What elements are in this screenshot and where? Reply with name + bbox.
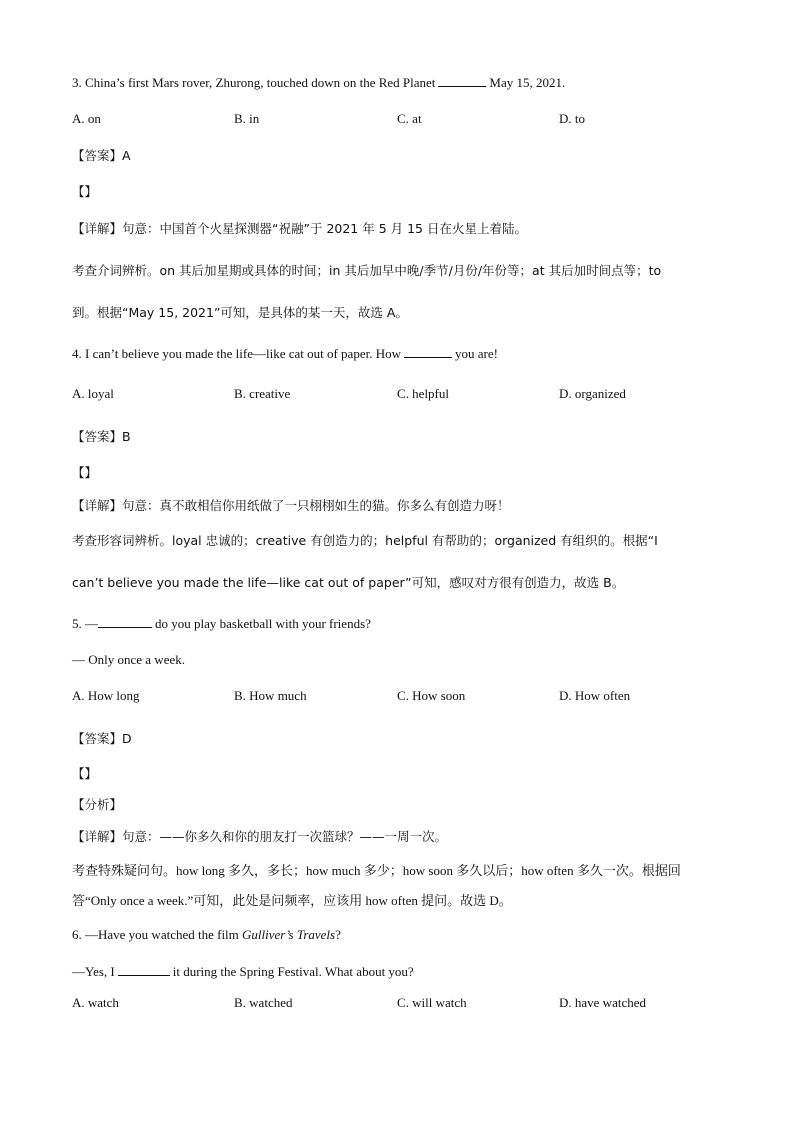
q6-option-a: A. watch (72, 995, 119, 1010)
q5-stem (72, 615, 371, 632)
q4-analysis-line-2: can’t believe you made the life—like cat out of paper”可知，感叹对方很有创造力，故选 B。 (72, 575, 625, 590)
q3-stem-tail: May 15, 2021. (489, 75, 566, 90)
q6-option-d: D. have watched (559, 995, 646, 1010)
q6-stem-tail: ? (335, 927, 341, 942)
q5-option-a: A. How long (72, 688, 140, 703)
q5-bracket: 【】 (72, 766, 98, 781)
q5-answer-tag: 【答案】 (72, 731, 123, 746)
q6-option-b: B. watched (234, 995, 293, 1010)
q4-stem (72, 345, 498, 362)
q4-option-a: A. loyal (72, 386, 114, 401)
q3-option-c: C. at (397, 111, 422, 126)
q5-option-b: B. How much (234, 688, 307, 703)
q5-detail (72, 827, 447, 845)
q6-blank (118, 963, 170, 976)
q3-analysis-line-1: 考查介词辨析。on 其后加星期或具体的时间；in 其后加早中晚/季节/月份/年份等；at 其后加时间点等；to (72, 263, 662, 278)
q4-bracket: 【】 (72, 465, 98, 480)
q4-stem-text: 4. I can’t believe you made the life—like cat out of paper. How (72, 346, 401, 361)
q5-analysis-tag: 【分析】 (72, 797, 123, 812)
q3-answer-value: A (122, 148, 131, 163)
q4-detail-text: 句意：真不敢相信你用纸做了一只栩栩如生的猫。你多么有创造力呀！ (122, 498, 510, 513)
q6-option-c: C. will watch (397, 995, 467, 1010)
q6-reply-text: —Yes, I (72, 964, 115, 979)
q4-option-d: D. organized (559, 386, 626, 401)
q3-stem (72, 74, 565, 91)
q5-answer (72, 729, 132, 747)
q5-analysis-line-2: 答“Only once a week.”可知，此处是问频率，应该用 how often 提问。故选 D。 (72, 893, 512, 908)
q5-stem-text: 5. — (72, 616, 98, 631)
q4-answer-tag: 【答案】 (72, 429, 123, 444)
q6-stem-text: 6. —Have you watched the film (72, 927, 239, 942)
q3-answer (72, 146, 131, 164)
q3-detail-tag: 【详解】 (72, 221, 123, 236)
q5-option-c: C. How soon (397, 688, 466, 703)
q4-option-c: C. helpful (397, 386, 449, 401)
q3-option-d: D. to (559, 111, 585, 126)
q5-detail-text: 句意：——你多久和你的朋友打一次篮球？——一周一次。 (122, 829, 448, 844)
q5-blank (98, 615, 152, 628)
q3-option-a: A. on (72, 111, 101, 126)
q5-analysis-line-1: 考查特殊疑问句。how long 多久，多长；how much 多少；how soon 多久以后；how often 多久一次。根据回 (72, 863, 681, 878)
q3-option-b: B. in (234, 111, 260, 126)
q5-answer-value: D (122, 731, 132, 746)
q4-stem-tail: you are! (454, 346, 498, 361)
q3-answer-tag: 【答案】 (72, 148, 123, 163)
q3-blank (438, 74, 486, 87)
q4-detail (72, 496, 510, 514)
q4-analysis-line-1: 考查形容词辨析。loyal 忠诚的；creative 有创造力的；helpful 有帮助的；organized 有组织的。根据“I (72, 533, 658, 548)
q4-answer (72, 427, 131, 445)
q4-detail-tag: 【详解】 (72, 498, 123, 513)
q4-answer-value: B (122, 429, 131, 444)
q3-analysis-line-2: 到。根据“May 15, 2021”可知，是具体的某一天，故选 A。 (72, 305, 408, 320)
q6-reply-tail: it during the Spring Festival. What about you? (172, 964, 414, 979)
q3-detail (72, 219, 527, 237)
q5-reply: — Only once a week. (72, 652, 185, 667)
q6-stem (72, 927, 341, 943)
q3-stem-text: 3. China’s first Mars rover, Zhurong, touched down on the Red Planet (72, 75, 436, 90)
q3-detail-text: 句意：中国首个火星探测器“祝融”于 2021 年 5 月 15 日在火星上着陆。 (122, 221, 527, 236)
q3-bracket: 【】 (72, 184, 98, 199)
q5-detail-tag: 【详解】 (72, 829, 123, 844)
q6-film-title: Gulliver’s Travels (242, 927, 336, 942)
q5-option-d: D. How often (559, 688, 631, 703)
q4-blank (404, 345, 452, 358)
q6-reply (72, 963, 414, 980)
q5-stem-tail: do you play basketball with your friends? (155, 616, 371, 631)
q4-option-b: B. creative (234, 386, 291, 401)
